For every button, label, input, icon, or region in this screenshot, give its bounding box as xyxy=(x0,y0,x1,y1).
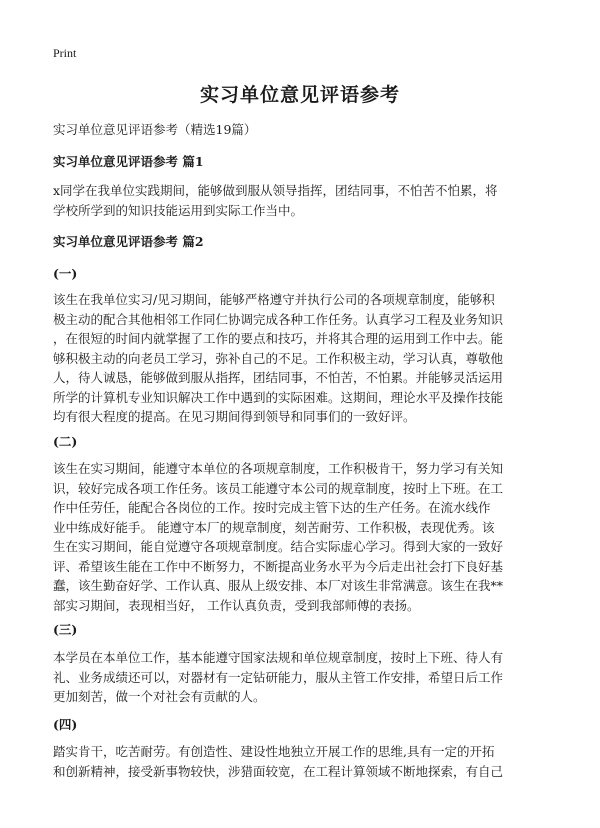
print-label: Print xyxy=(53,46,77,60)
paragraph-line: 所学的计算机专业知识解决工作中遇到的实际困难。这期间，理论水平及操作技能 xyxy=(53,389,504,405)
paragraph-line: x同学在我单位实践期间，能够做到服从领导指挥，团结同事，不怕苦不怕累，将 xyxy=(53,183,498,198)
part-2-label: (二) xyxy=(53,434,78,449)
paragraph-line: 人，待人诚恳，能够做到服从指挥，团结同事，不怕苦，不怕累。并能够灵活运用 xyxy=(53,370,504,385)
paragraph-line: 本学员在本单位工作，基本能遵守国家法规和单位规章制度，按时上下班、待人有 xyxy=(53,650,504,665)
part-3-label: (三) xyxy=(53,622,78,637)
document-title: 实习单位意见评语参考 xyxy=(199,84,400,106)
paragraph-line: 部实习期间，表现相当好， 工作认真负责，受到我部师傅的表扬。 xyxy=(53,597,420,613)
paragraph-line: 作中任劳任，能配合各岗位的工作。按时完成主管下达的生产任务。在流水线作 xyxy=(53,500,491,515)
paragraph-line: 学校所学到的知识技能运用到实际工作当中。 xyxy=(53,202,304,218)
paragraph-line: 生在实习期间，能自觉遵守各项规章制度。结合实际虚心学习。得到大家的一致好 xyxy=(53,539,504,554)
part-4-label: (四) xyxy=(53,717,78,732)
paragraph-line: 均有很大程度的提高。在见习期间得到领导和同事们的一致好评。 xyxy=(53,409,416,424)
paragraph-line: 极主动的配合其他相邻工作同仁协调完成各种工作任务。认真学习工程及业务知识 xyxy=(53,311,504,327)
part-2-paragraph xyxy=(53,459,553,615)
section-2-heading: 实习单位意见评语参考 篇2 xyxy=(53,234,204,249)
document-subtitle: 实习单位意见评语参考（精选19篇） xyxy=(53,122,257,137)
paragraph-line: 够积极主动的向老员工学习，弥补自己的不足。工作积极主动，学习认真，尊敬他 xyxy=(53,350,504,366)
paragraph-line: 识，较好完成各项工作任务。该员工能遵守本公司的规章制度，按时上下班。在工 xyxy=(53,480,504,496)
section-1-heading: 实习单位意见评语参考 篇1 xyxy=(53,154,204,169)
paragraph-line: 更加刻苦，做一个对社会有贡献的人。 xyxy=(53,689,266,704)
paragraph-line: 和创新精神，接受新事物较快，涉猎面较宽，在工程计算领域不断地探索，有自己 xyxy=(53,763,504,779)
paragraph-line: ，在很短的时间内就掌握了工作的要点和技巧，并将其合理的运用到工作中去。能 xyxy=(53,331,504,346)
paragraph-line: 业中练成好能手。 能遵守本厂的规章制度，刻苦耐劳、工作积极，表现优秀。该 xyxy=(53,519,495,535)
section-1-paragraph xyxy=(53,181,553,220)
paragraph-line: 该生在我单位实习/见习期间，能够严格遵守并执行公司的各项规章制度，能够积 xyxy=(53,292,495,307)
part-1-label: (一) xyxy=(53,266,78,281)
paragraph-line: 评、希望该生能在工作中不断努力，不断提高业务水平为今后走出社会打下良好基 xyxy=(53,558,504,574)
paragraph-line: 礼、业务成绩还可以，对器材有一定钻研能力，服从主管工作安排，希望日后工作 xyxy=(53,669,504,685)
paragraph-line: 该生在实习期间，能遵守本单位的各项规章制度，工作积极肯干，努力学习有关知 xyxy=(53,461,504,476)
paragraph-line: 蠢，该生勤奋好学、工作认真、服从上级安排、本厂对该生非常满意。该生在我** xyxy=(53,578,504,593)
part-4-paragraph xyxy=(53,742,553,781)
part-3-paragraph xyxy=(53,648,553,707)
paragraph-line: 踏实肯干，吃苦耐劳。有创造性、建设性地独立开展工作的思维,具有一定的开拓 xyxy=(53,744,495,759)
part-1-paragraph xyxy=(53,290,553,427)
